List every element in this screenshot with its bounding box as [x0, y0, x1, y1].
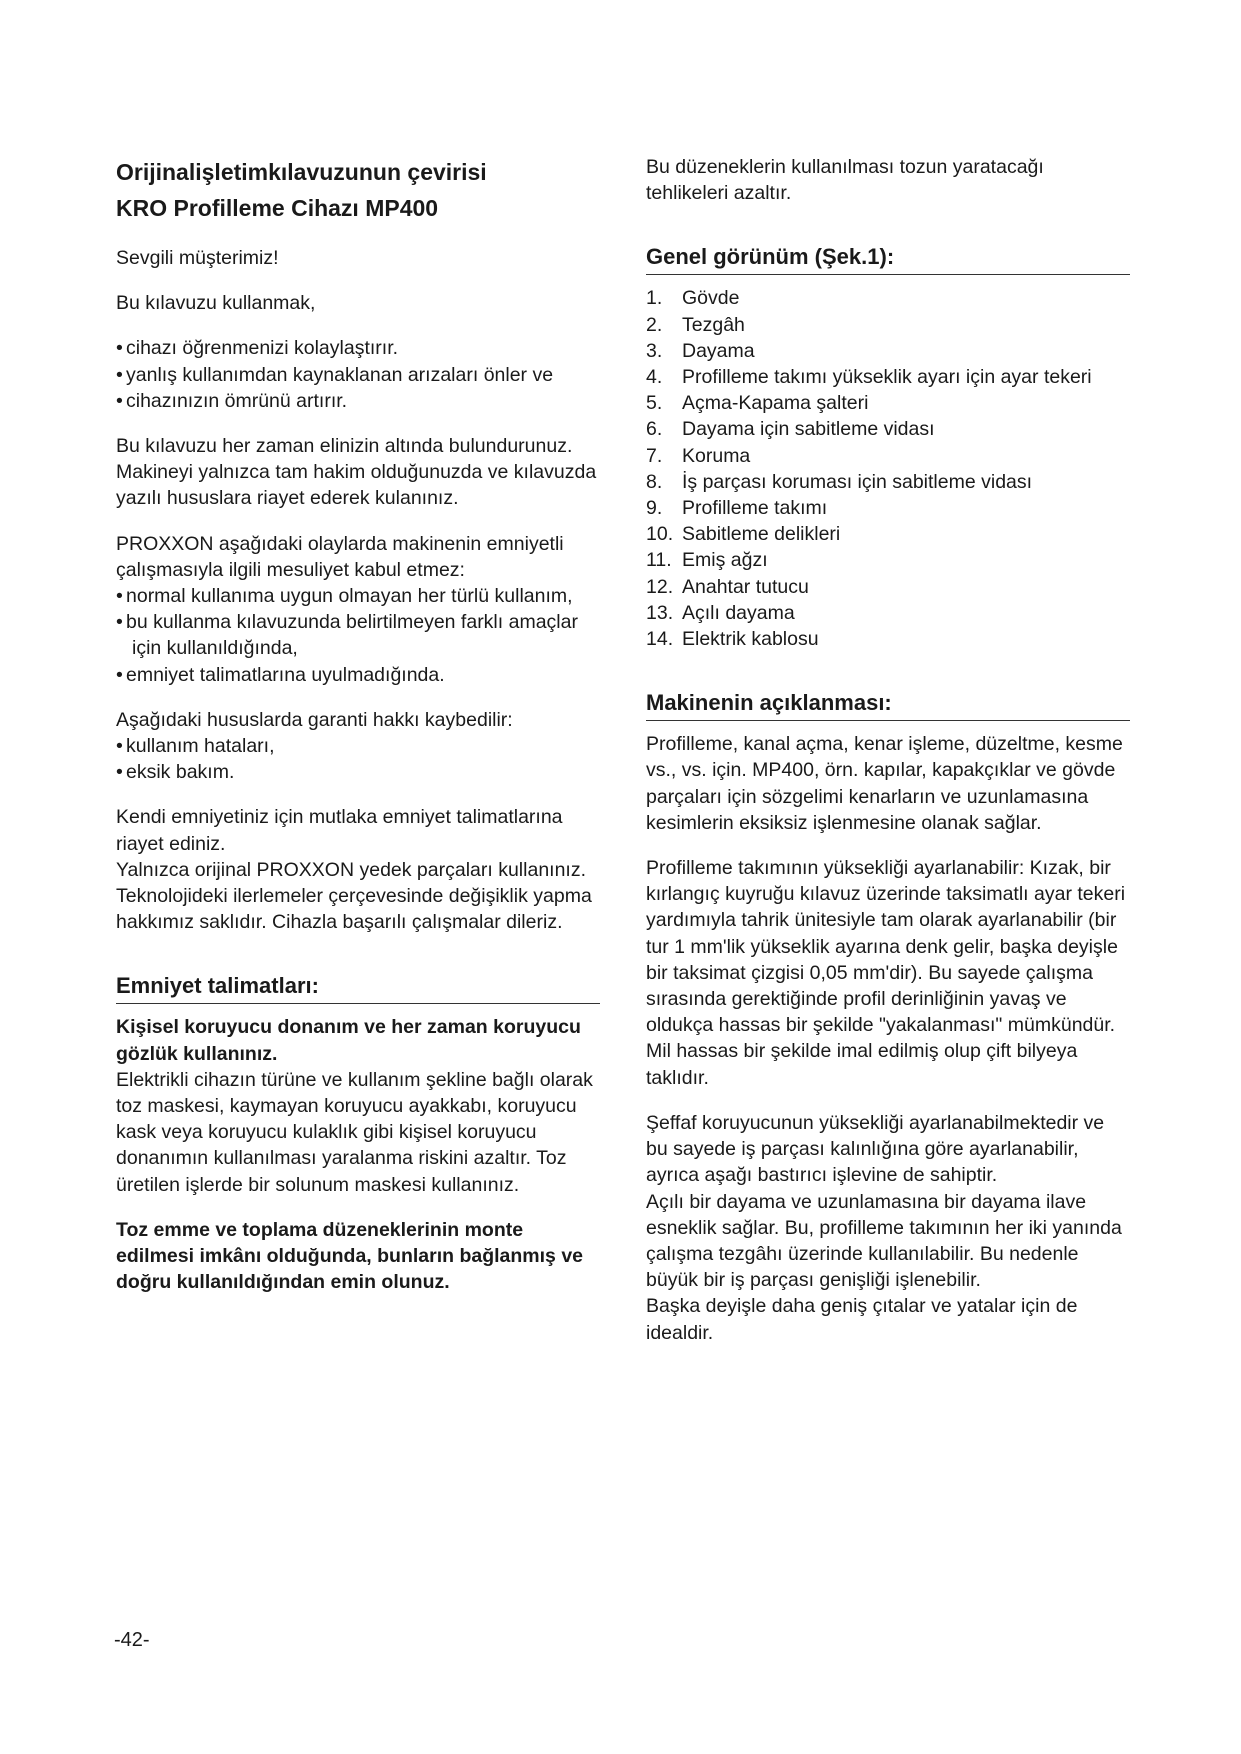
list-item [646, 390, 1130, 416]
page-number: -42- [114, 1629, 150, 1651]
description-heading: Makinenin açıklanması: [646, 688, 1130, 721]
list-item: • kullanım hataları, [116, 733, 600, 759]
part-number: 1. [646, 287, 663, 310]
greeting: Sevgili müşterimiz! [116, 247, 279, 269]
document-title [116, 154, 600, 226]
liability-text: PROXXON aşağıdaki olaylarda makinenin emniyetli çalışmasıyla ilgili mesuliyet kabul etmez: [116, 532, 564, 581]
list-item [646, 285, 1130, 311]
part-label: Gövde [682, 287, 740, 310]
description-paragraph-3: Şeffaf koruyucunun yüksekliği ayarlanabilmektedir ve bu sayede iş parçası kalınlığına göre ayarlanabilir, ayrıca aşağı bastırıcı işlevine de sahiptir. [646, 1111, 1105, 1187]
part-label: Sabitleme delikleri [682, 523, 841, 546]
part-number: 11. [646, 549, 672, 572]
list-item: • yanlış kullanımdan kaynaklanan arızaları önler ve [116, 362, 600, 388]
part-number: 14. [646, 628, 674, 651]
part-number: 6. [646, 418, 663, 441]
part-number: 10. [646, 523, 674, 546]
list-item [646, 338, 1130, 364]
part-number: 2. [646, 313, 663, 336]
list-item [646, 626, 1130, 652]
list-item [646, 443, 1130, 469]
intro-bullet-list [116, 335, 600, 414]
part-number: 13. [646, 601, 674, 624]
part-label: Tezgâh [682, 313, 745, 336]
list-item: • bu kullanma kılavuzunda belirtilmeyen farklı amaçlar için kullanıldığında, [116, 609, 600, 661]
left-column [116, 154, 600, 1296]
part-label: Dayama [682, 339, 755, 362]
dust-extraction-heading: Toz emme ve toplama düzeneklerinin monte edilmesi imkânı olduğunda, bunların bağlanmış ve doğru kullanıldığından emin olunuz. [116, 1218, 584, 1294]
part-label: İş parçası koruması için sabitleme vidası [682, 470, 1033, 493]
list-item [646, 469, 1130, 495]
ppe-heading: Kişisel koruyucu donanım ve her zaman koruyucu gözlük kullanınız. [116, 1016, 581, 1065]
list-item [646, 600, 1130, 626]
document-title-line-1: Orijinalişletimkılavuzunun çevirisi [116, 159, 487, 185]
part-label: Dayama için sabitleme vidası [682, 418, 935, 441]
list-item [646, 574, 1130, 600]
safety-reminder-text: Kendi emniyetiniz için mutlaka emniyet talimatlarına riayet ediniz. [116, 806, 563, 855]
description-paragraph-1: Profilleme, kanal açma, kenar işleme, düzeltme, kesme vs., vs. için. MP400, örn. kapılar, kapakçıklar ve gövde parçaları için sözgelimi kenarların ve uzunlamasına kesimlerin eksiksiz işlenmesine olanak sağlar. [646, 733, 1123, 834]
overview-heading: Genel görünüm (Şek.1): [646, 242, 1130, 275]
part-label: Emiş ağzı [682, 549, 768, 572]
part-label: Anahtar tutucu [682, 575, 809, 598]
description-paragraph-4: Açılı bir dayama ve uzunlamasına bir dayama ilave esneklik sağlar. Bu, profilleme takımının her iki yanında çalışma tezgâhı üzerinde kullanılabilir. Bu nedenle büyük bir iş parçası genişliği işlenebilir. [646, 1190, 1122, 1292]
description-paragraph-2: Profilleme takımının yüksekliği ayarlanabilir: Kızak, bir kırlangıç kuyruğu kılavuz üzerinde taksimatlı ayar tekeri yardımıyla tahrik ünitesiyle tam olarak ayarlanabilir (bir tur 1 mm'lik yükseklik ayarına denk gelir, başka deyişle bir taksimat çizgisi 0,05 mm'dir). Bu sayede çalışma sırasında gerektiğinde profil derinliğinin yavaş ve oldukça hassas bir şekilde "yakalanması" mümkündür. Mil hassas bir şekilde imal edilmiş olup çift bilyeya taklıdır. [646, 857, 1126, 1089]
list-item [646, 312, 1130, 338]
part-label: Profilleme takımı [682, 497, 828, 520]
part-label: Açma-Kapama şalteri [682, 392, 869, 415]
part-number: 3. [646, 339, 663, 362]
part-number: 7. [646, 444, 663, 467]
part-number: 4. [646, 366, 663, 389]
part-number: 5. [646, 392, 663, 415]
list-item: • normal kullanıma uygun olmayan her türlü kullanım, [116, 583, 600, 609]
list-item: • cihazı öğrenmenizi kolaylaştırır. [116, 335, 600, 361]
list-item [646, 547, 1130, 573]
list-item [646, 364, 1130, 390]
liability-bullet-list [116, 583, 600, 688]
dust-extraction-text: Bu düzeneklerin kullanılması tozun yaratacağı tehlikeleri azaltır. [646, 156, 1044, 205]
part-number: 12. [646, 575, 674, 598]
list-item [646, 521, 1130, 547]
warranty-text: Aşağıdaki hususlarda garanti hakkı kaybedilir: [116, 708, 513, 731]
safety-heading: Emniyet talimatları: [116, 971, 600, 1004]
part-label: Açılı dayama [682, 601, 795, 624]
spare-parts-text: Yalnızca orijinal PROXXON yedek parçaları kullanınız. Teknolojideki ilerlemeler çerçevesinde değişiklik yapma hakkımız saklıdır. Cihazla başarılı çalışmalar dileriz. [116, 858, 592, 934]
part-label: Koruma [682, 444, 751, 467]
warranty-bullet-list [116, 733, 600, 785]
parts-list [646, 285, 1130, 652]
description-paragraph-5: Başka deyişle daha geniş çıtalar ve yatalar için de idealdir. [646, 1295, 1078, 1344]
list-item: • emniyet talimatlarına uyulmadığında. [116, 662, 600, 688]
list-item [646, 416, 1130, 442]
part-label: Profilleme takımı yükseklik ayarı için ayar tekeri [682, 366, 1092, 389]
use-text: Makineyi yalnızca tam hakim olduğunuzda ve kılavuzda yazılı hususlara riayet ederek kulanınız. [116, 461, 597, 510]
list-item: • cihazınızın ömrünü artırır. [116, 388, 600, 414]
ppe-text: Elektrikli cihazın türüne ve kullanım şekline bağlı olarak toz maskesi, kaymayan koruyucu ayakkabı, koruyucu kask veya koruyucu kulaklık gibi kişisel koruyucu donanımın kullanılması yaralanma riskini azaltır. Toz üretilen işlerde bir solunum maskesi kullanınız. [116, 1068, 593, 1196]
list-item: • eksik bakım. [116, 759, 600, 785]
document-title-line-2: KRO Profilleme Cihazı MP400 [116, 195, 439, 221]
part-number: 9. [646, 497, 663, 520]
intro-text: Bu kılavuzu kullanmak, [116, 292, 316, 315]
right-column [646, 154, 1130, 1346]
list-item [646, 495, 1130, 521]
keep-manual-text: Bu kılavuzu her zaman elinizin altında bulundurunuz. [116, 435, 573, 458]
part-label: Elektrik kablosu [682, 628, 819, 651]
part-number: 8. [646, 470, 663, 493]
